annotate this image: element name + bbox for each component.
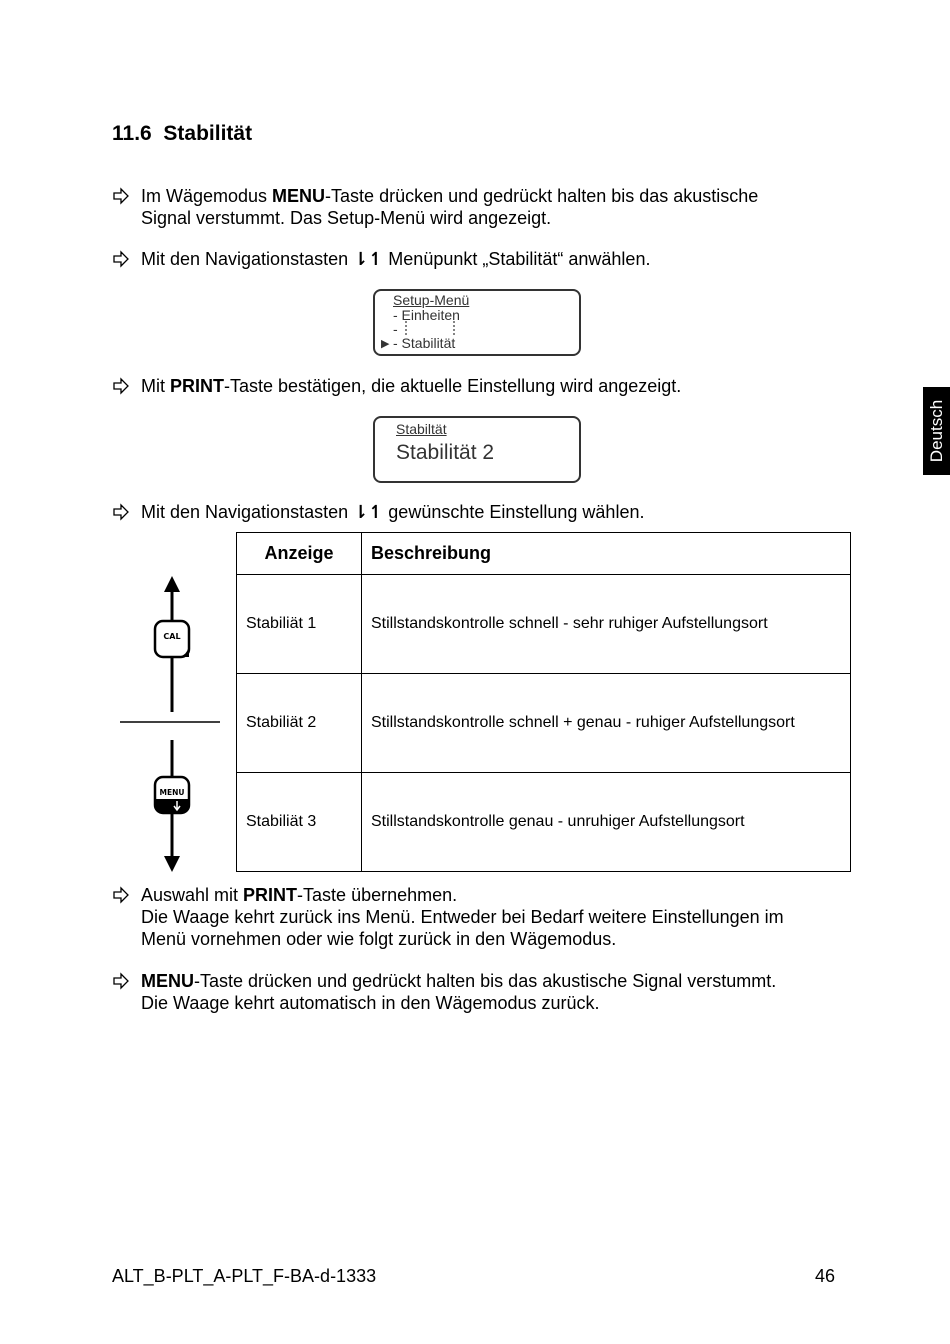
step-text: Mit PRINT-Taste bestätigen, die aktuelle Einstellung wird angezeigt. (141, 376, 682, 396)
section-heading (112, 122, 252, 146)
table-row (237, 773, 851, 872)
step-text: MENU-Taste drücken und gedrückt halten bis das akustische Signal verstummt. Die Waage kehrt automatisch in den Wägemodus zurück. (141, 971, 777, 1013)
table-cell-description: Stillstandskontrolle schnell - sehr ruhiger Aufstellungsort (362, 575, 851, 674)
display-value: Stabilität 2 (396, 441, 495, 464)
hollow-arrow-icon (112, 248, 134, 275)
setup-menu-display (373, 289, 581, 356)
table-cell-display: Stabiliät 3 (237, 773, 362, 872)
table-cell-description: Stillstandskontrolle schnell + genau - ruhiger Aufstellungsort (362, 674, 851, 773)
language-tab-label: Deutsch (926, 399, 946, 463)
step-text: Im Wägemodus MENU-Taste drücken und gedrückt halten bis das akustische Signal verstummt. Das Setup-Menü wird angezeigt. (141, 186, 759, 228)
down-arrow-icon (164, 856, 180, 872)
language-tab (923, 387, 950, 475)
svg-text:MENU: MENU (159, 788, 185, 797)
section-title: Stabilität (163, 122, 253, 145)
step-text: Mit den Navigationstasten ⇂↿ gewünschte Einstellung wählen. (141, 502, 645, 522)
table-cell-display: Stabiliät 1 (237, 575, 362, 674)
step-text: Auswahl mit PRINT-Taste übernehmen. Die Waage kehrt zurück ins Menü. Entweder bei Bedarf weitere Einstellungen im Menü vornehmen oder wie folgt zurück in den Wägemodus. (141, 885, 784, 949)
up-arrow-icon (164, 576, 180, 592)
dotted-continuation-icon (403, 321, 463, 335)
table-header-row (237, 533, 851, 575)
hollow-arrow-icon (112, 970, 134, 997)
display-title: Stabiltät (396, 421, 447, 437)
display-line: - (393, 321, 398, 337)
display-line-selected: - Stabilität (393, 335, 456, 351)
footer-page-number: 46 (815, 1266, 836, 1286)
stability-options-table (236, 532, 851, 872)
navigation-keys-diagram (115, 572, 225, 877)
column-header: Anzeige (237, 533, 362, 575)
table-row (237, 674, 851, 773)
display-line: - Einheiten (393, 307, 460, 323)
table-cell-description: Stillstandskontrolle genau - unruhiger Aufstellungsort (362, 773, 851, 872)
svg-text:CAL: CAL (163, 632, 181, 641)
cursor-icon: ▶ (381, 338, 390, 350)
hollow-arrow-icon (112, 375, 134, 402)
up-down-arrows-icon: ⇂↿ (353, 502, 384, 522)
step-text: Mit den Navigationstasten ⇂↿ Menüpunkt „Stabilität“ anwählen. (141, 249, 651, 269)
section-number: 11.6 (112, 122, 152, 145)
menu-key-icon (155, 777, 189, 813)
table-cell-display: Stabiliät 2 (237, 674, 362, 773)
table-row (237, 575, 851, 674)
hollow-arrow-icon (112, 185, 134, 212)
footer-doc-id: ALT_B-PLT_A-PLT_F-BA-d-1333 (112, 1266, 377, 1286)
stability-display (373, 416, 581, 483)
hollow-arrow-icon (112, 501, 134, 528)
column-header: Beschreibung (362, 533, 851, 575)
display-title: Setup-Menü (393, 292, 470, 308)
up-down-arrows-icon: ⇂↿ (353, 249, 384, 269)
hollow-arrow-icon (112, 884, 134, 911)
cal-key-icon (155, 621, 189, 657)
